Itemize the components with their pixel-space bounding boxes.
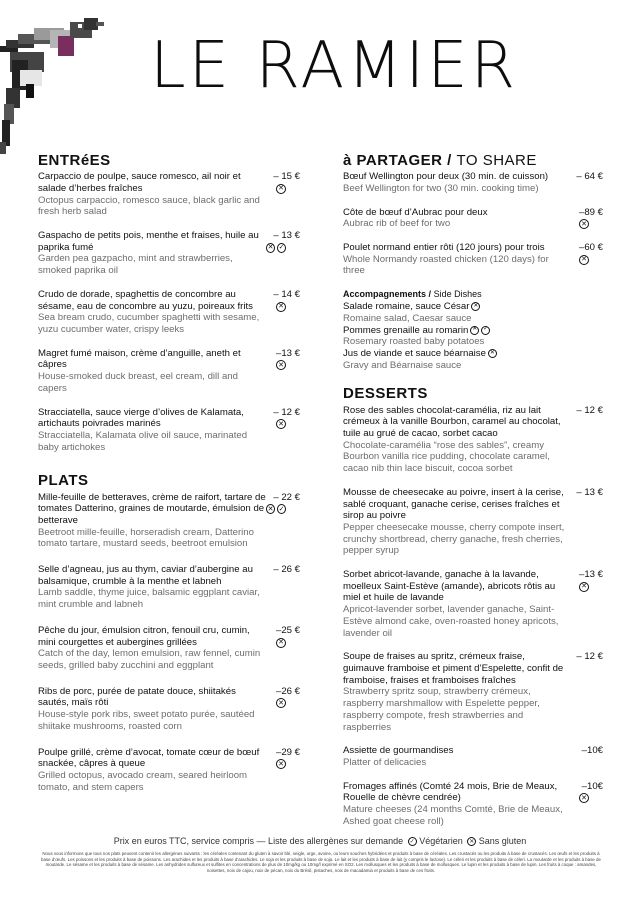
gluten-free-icon: ✕ bbox=[488, 349, 497, 358]
gluten-free-icon: ✕ bbox=[267, 244, 274, 252]
allergen-notice: Nous vous informons que tous nos plats peuvent contenir les allergènes suivants : les céréales contenant du gluten à savoir blé, seigle, orge, avoine, ou leurs souches hybridées et produits à base de céréales. Les crustacés ou les produits à base de crustacés. Les œufs et les produits à base d’œufs. Les poissons et les produits à base de poissons. Les arachides et les produits à base d’arachides. Le soja et les produits à base de soja. Le lait et les produits à base de lait (y compris le lactose). Le céleri et les produits à base de céleri. La moutarde et les produits à base de moutarde. Le sésame et les produits à base de sésame. Les anhydrides sulfureux et sulfites en concentrations de plus de 10mg/kg ou 10mg/l exprimé en SO2. Les mollusques et les produits à base de mollusques. Le lupin et les produits à base de lupin. Les fruits à coque : amandes, noisettes, noix de cajou, noix de pécan, noix du Brésil, pistaches, noix de macadamia et produits à base de ces fruits. bbox=[41, 851, 601, 873]
footer-gluten-free-label: Sans gluten bbox=[478, 836, 527, 846]
dish-name-en: Strawberry spritz soup, strawberry crémeux, raspberry marshmallow with Espelette pepper, raspberry compote, fresh strawberries and raspberries bbox=[343, 686, 540, 733]
gluten-free-icon: ✕ bbox=[579, 582, 589, 592]
menu-item bbox=[343, 651, 603, 733]
dish-price: –60 € bbox=[578, 242, 603, 254]
dish-name-fr: Poulet normand entier rôti (120 jours) pour trois bbox=[343, 242, 545, 254]
menu-item-price-block bbox=[266, 625, 300, 672]
menu-item bbox=[343, 569, 603, 639]
dish-name-en: Garden pea gazpacho, mint and strawberries, smoked paprika oil bbox=[38, 253, 233, 277]
accompagnements-title-fr: Accompagnements bbox=[343, 289, 427, 300]
vegetarian-icon: ✓ bbox=[409, 839, 415, 846]
dish-name-fr: Mille-feuille de betteraves, crème de raifort, tartare de tomates Datterino, graines de moutarde, émulsion de betterave bbox=[38, 491, 266, 526]
dish-name-fr: Magret fumé maison, crème d’anguille, aneth et câpres bbox=[38, 347, 241, 371]
menu-item-text bbox=[343, 242, 569, 277]
dish-price: – 13 € bbox=[576, 486, 603, 498]
menu-item-text bbox=[38, 747, 266, 794]
menu-item bbox=[38, 492, 300, 551]
dish-name-fr: Soupe de fraises au spritz, crémeux fraise, guimauve framboise et piment d’Espelette, confit de framboise, fraises et framboises fraîches bbox=[343, 651, 564, 686]
side-dish-name: Pommes grenaille au romarin bbox=[343, 324, 469, 336]
dish-price: – 13 € bbox=[273, 230, 300, 242]
sides-list bbox=[343, 301, 603, 371]
menu-item-text bbox=[38, 492, 266, 551]
dish-price: – 12 € bbox=[273, 406, 300, 418]
menu-item-price-block bbox=[266, 492, 300, 551]
menu-item-text bbox=[38, 407, 266, 454]
menu-item-text bbox=[343, 569, 569, 639]
dish-name-en: Stracciatella, Kalamata olive oil sauce, marinated baby artichokes bbox=[38, 429, 248, 453]
gluten-free-icon: ✕ bbox=[276, 638, 286, 648]
menu-item-text bbox=[38, 289, 266, 336]
menu-item bbox=[38, 747, 300, 794]
dish-price: – 14 € bbox=[273, 288, 300, 300]
menu-item-price-block bbox=[569, 487, 603, 557]
slash-divider: / bbox=[428, 289, 432, 300]
dish-name-en: Platter of delicacies bbox=[343, 756, 427, 768]
footer-price-note: Prix en euros TTC, service compris — Liste des allergènes sur demande bbox=[113, 836, 404, 846]
dish-price: – 12 € bbox=[576, 404, 603, 416]
dish-price: –13 € bbox=[275, 347, 300, 359]
menu-item bbox=[343, 405, 603, 475]
menu-item bbox=[343, 487, 603, 557]
dish-price: – 22 € bbox=[273, 491, 300, 503]
menu-item-text bbox=[38, 686, 266, 733]
vegetarian-icon: ✓ bbox=[278, 505, 285, 513]
menu-item-text bbox=[343, 651, 569, 733]
diet-badges bbox=[266, 698, 300, 708]
menu-item-text bbox=[343, 171, 569, 194]
slash-divider: / bbox=[447, 152, 452, 169]
dish-name-fr: Assiette de gourmandises bbox=[343, 745, 454, 757]
left-column bbox=[38, 152, 300, 807]
dish-price: –10€ bbox=[581, 780, 603, 792]
menu-item-price-block bbox=[266, 564, 300, 611]
diet-badges bbox=[266, 638, 300, 648]
desserts-list bbox=[343, 405, 603, 828]
menu-item-text bbox=[343, 781, 569, 828]
side-dish-name: Jus de viande et sauce béarnaise bbox=[343, 347, 486, 359]
menu-item-price-block bbox=[266, 747, 300, 794]
menu-item-text bbox=[38, 348, 266, 395]
menu-item bbox=[38, 289, 300, 336]
diet-badges bbox=[266, 302, 300, 312]
menu-item-text bbox=[343, 745, 569, 768]
gluten-free-icon: ✕ bbox=[276, 360, 286, 370]
side-dish-fr bbox=[343, 301, 603, 313]
side-dish-en: Romaine salad, Caesar sauce bbox=[343, 312, 472, 324]
menu-item-price-block bbox=[569, 242, 603, 277]
dish-name-fr: Poulpe grillé, crème d’avocat, tomate cœur de bœuf snackée, câpres à queue bbox=[38, 746, 260, 770]
menu-item bbox=[38, 230, 300, 277]
menu-item bbox=[38, 348, 300, 395]
menu-item-price-block bbox=[266, 348, 300, 395]
section-title-plats: PLATS bbox=[38, 472, 89, 490]
vegetarian-icon: ✓ bbox=[278, 244, 285, 252]
dish-name-en: Chocolate-caramélia “rose des sables”, creamy Bourbon vanilla rice pudding, chocolate caramel, cacao nib thin lace biscuit, cocoa sorbet bbox=[343, 439, 550, 475]
dish-name-en: Beef Wellington for two (30 min. cooking time) bbox=[343, 182, 539, 194]
section-title-desserts: DESSERTS bbox=[343, 385, 428, 403]
gluten-free-icon: ✕ bbox=[267, 505, 274, 513]
menu-item-price-block bbox=[569, 171, 603, 194]
footer-vegetarian-label: Végétarien bbox=[419, 836, 463, 846]
section-title-partager bbox=[343, 152, 603, 169]
dish-price: –25 € bbox=[275, 624, 300, 636]
menu-item-price-block bbox=[266, 289, 300, 336]
dish-name-fr: Fromages affinés (Comté 24 mois, Brie de Meaux, Rouelle de chèvre cendrée) bbox=[343, 780, 558, 804]
menu-item bbox=[343, 207, 603, 230]
dish-name-en: Mature cheeses (24 months Comté, Brie de Meaux, Ashed goat cheese roll) bbox=[343, 804, 563, 827]
menu-item bbox=[38, 625, 300, 672]
diet-badges bbox=[569, 793, 603, 803]
dish-name-en: Catch of the day, lemon emulsion, raw fennel, cumin seeds, grilled baby zucchini and eggplant bbox=[38, 648, 261, 671]
accompagnements-title-en: Side Dishes bbox=[433, 289, 482, 300]
diet-badges bbox=[266, 360, 300, 370]
partager-title-fr: à PARTAGER bbox=[343, 152, 443, 169]
dish-price: – 26 € bbox=[273, 564, 300, 576]
dish-name-fr: Selle d’agneau, jus au thym, caviar d’aubergine au balsamique, crumble à la menthe et labneh bbox=[38, 564, 253, 587]
menu-item-text bbox=[38, 171, 266, 218]
dish-name-fr: Crudo de dorade, spaghettis de concombre au sésame, eau de concombre au yuzu, poireaux frits bbox=[38, 288, 253, 312]
dish-name-en: Pepper cheesecake mousse, cherry compote insert, crunchy shortbread, cherry ganache, fresh cherries, pepper syrup bbox=[343, 521, 565, 557]
menu-item bbox=[38, 564, 300, 611]
menu-item-text bbox=[343, 405, 569, 475]
accompagnements-title bbox=[343, 289, 603, 299]
gluten-free-icon: ✕ bbox=[276, 698, 286, 708]
menu-item-price-block bbox=[266, 230, 300, 277]
menu-item-text bbox=[38, 230, 266, 277]
page-title: LE RAMIER bbox=[150, 29, 519, 103]
diet-badges bbox=[266, 243, 300, 253]
dish-name-fr: Gaspacho de petits pois, menthe et fraises, huile au paprika fumé bbox=[38, 230, 259, 253]
menu-item-price-block bbox=[569, 651, 603, 733]
dish-name-en: Grilled octopus, avocado cream, seared heirloom tomato, and stem capers bbox=[38, 769, 248, 793]
dish-price: –29 € bbox=[275, 746, 300, 758]
gluten-free-icon: ✕ bbox=[276, 302, 286, 312]
right-column bbox=[343, 152, 603, 839]
menu-item-price-block bbox=[569, 207, 603, 230]
section-title-entrees: ENTRéES bbox=[38, 152, 111, 169]
side-dish-en: Rosemary roasted baby potatoes bbox=[343, 336, 485, 348]
side-dish-fr bbox=[343, 325, 603, 337]
menu-item-text bbox=[38, 625, 266, 672]
dish-name-fr: Rose des sables chocolat-caramélia, riz au lait crémeux à la vanille Bourbon, caramel au chocolat, tuile au grué de cacao, sorbet cacao bbox=[343, 404, 561, 440]
menu-item-price-block bbox=[569, 781, 603, 828]
partager-list bbox=[343, 171, 603, 277]
menu-item-price-block bbox=[266, 171, 300, 218]
footer-main bbox=[0, 836, 640, 846]
gluten-free-icon: ✕ bbox=[276, 419, 286, 429]
diet-badges bbox=[266, 504, 300, 514]
menu-item bbox=[38, 171, 300, 218]
diet-badges bbox=[266, 184, 300, 194]
dish-price: –89 € bbox=[578, 206, 603, 218]
diet-badges bbox=[569, 255, 603, 265]
diet-badges bbox=[569, 582, 603, 592]
side-dish-fr bbox=[343, 348, 603, 360]
dish-price: –10€ bbox=[581, 745, 603, 757]
diet-badges bbox=[569, 219, 603, 229]
menu-item bbox=[343, 171, 603, 194]
dish-name-en: Lamb saddle, thyme juice, balsamic eggplant caviar, mint crumble and labneh bbox=[38, 587, 260, 611]
dish-name-fr: Ribs de porc, purée de patate douce, shiitakés sautés, maïs rôti bbox=[38, 685, 236, 709]
dish-name-fr: Carpaccio de poulpe, sauce romesco, ail noir et salade d’herbes fraîches bbox=[38, 171, 241, 194]
dish-name-fr: Sorbet abricot-lavande, ganache à la lavande, moelleux Saint-Estève (amande), abricots rôtis au miel et huile de lavande bbox=[343, 569, 556, 604]
menu-item bbox=[343, 242, 603, 277]
menu-item-price-block bbox=[569, 405, 603, 475]
dish-name-en: Beetroot mille-feuille, horseradish cream, Datterino tomato tartare, mustard seeds, beetroot emulsion bbox=[38, 526, 254, 550]
dish-price: –13 € bbox=[578, 569, 603, 581]
partager-title-en: TO SHARE bbox=[456, 152, 537, 169]
dish-price: – 12 € bbox=[576, 651, 603, 663]
gluten-free-icon: ✕ bbox=[471, 302, 480, 311]
menu-item bbox=[343, 745, 603, 768]
menu-item bbox=[38, 407, 300, 454]
dish-name-fr: Stracciatella, sauce vierge d’olives de Kalamata, artichauts poivrades marinés bbox=[38, 406, 244, 430]
side-dish-name: Salade romaine, sauce César bbox=[343, 301, 470, 313]
dish-name-en: Octopus carpaccio, romesco sauce, black garlic and fresh herb salad bbox=[38, 194, 260, 218]
diet-badges bbox=[266, 759, 300, 769]
menu-item-text bbox=[38, 564, 266, 611]
dish-price: – 15 € bbox=[273, 171, 300, 183]
gluten-free-icon: ✕ bbox=[469, 839, 475, 846]
dish-name-en: House-style pork ribs, sweet potato purée, sautéed shiitake mushrooms, roasted corn bbox=[38, 709, 255, 732]
dish-name-fr: Mousse de cheesecake au poivre, insert à la cerise, sablé croquant, ganache cerise, cerises fraîches et sirop au poivre bbox=[343, 486, 564, 522]
menu-item-price-block bbox=[569, 745, 603, 768]
menu-item bbox=[343, 781, 603, 828]
gluten-free-icon: ✕ bbox=[276, 759, 286, 769]
diet-badges bbox=[266, 419, 300, 429]
dish-name-fr: Côte de bœuf d’Aubrac pour deux bbox=[343, 206, 488, 218]
dish-name-en: House-smoked duck breast, eel cream, dill and capers bbox=[38, 371, 238, 394]
dish-price: –26 € bbox=[275, 685, 300, 697]
plats-list bbox=[38, 492, 300, 794]
gluten-free-icon: ✕ bbox=[470, 326, 479, 335]
gluten-free-icon: ✕ bbox=[579, 219, 589, 229]
dish-name-fr: Bœuf Wellington pour deux (30 min. de cuisson) bbox=[343, 171, 549, 183]
gluten-free-icon: ✕ bbox=[579, 793, 589, 803]
menu-item-price-block bbox=[266, 686, 300, 733]
vegetarian-icon: ✓ bbox=[481, 326, 490, 335]
dish-price: – 64 € bbox=[576, 171, 603, 183]
dish-name-en: Apricot-lavender sorbet, lavender ganache, Saint-Estève almond cake, oven-roasted honey apricots, lavender oil bbox=[343, 604, 559, 639]
entrees-list bbox=[38, 171, 300, 453]
gluten-free-icon: ✕ bbox=[276, 184, 286, 194]
dish-name-en: Sea bream crudo, cucumber spaghetti with sesame, yuzu cucumber water, crispy leeks bbox=[38, 312, 260, 335]
dish-name-en: Whole Normandy roasted chicken (120 days) for three bbox=[343, 253, 549, 277]
menu-item-price-block bbox=[569, 569, 603, 639]
side-dish-en: Gravy and Béarnaise sauce bbox=[343, 359, 462, 371]
menu-item-text bbox=[343, 487, 569, 557]
gluten-free-icon: ✕ bbox=[579, 255, 589, 265]
menu-item-price-block bbox=[266, 407, 300, 454]
pigeon-logo-icon bbox=[0, 8, 110, 158]
menu-item-text bbox=[343, 207, 569, 230]
menu-item bbox=[38, 686, 300, 733]
dish-name-en: Aubrac rib of beef for two bbox=[343, 218, 451, 230]
dish-name-fr: Pêche du jour, émulsion citron, fenouil cru, cumin, mini courgettes et aubergines grillées bbox=[38, 624, 250, 648]
